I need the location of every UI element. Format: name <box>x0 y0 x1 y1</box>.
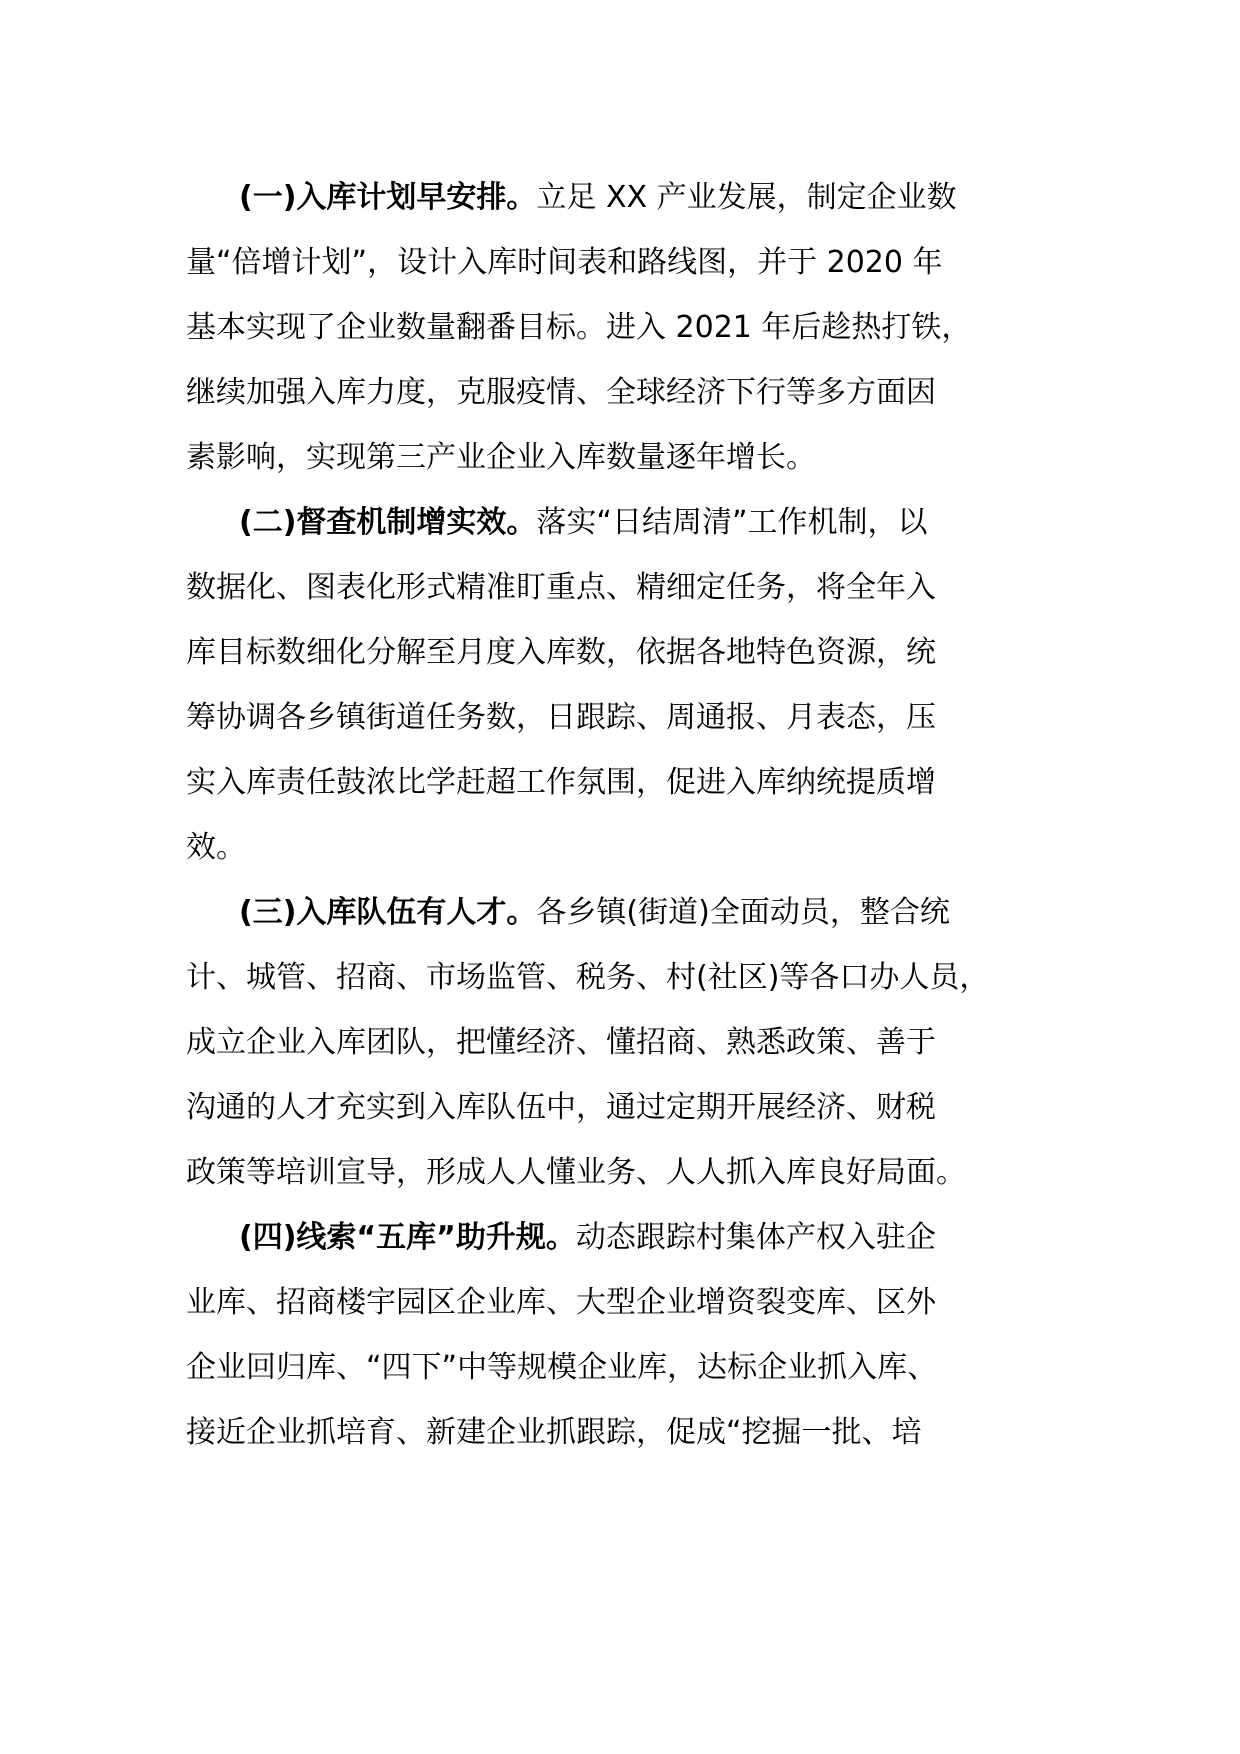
paragraph-4-text: 动态跟踪村集体产权入驻企 <box>575 1220 936 1255</box>
paragraph-3-heading: (三)入库队伍有人才。 <box>239 895 537 930</box>
paragraph-3-line-4: 沟通的人才充实到入库队伍中，通过定期开展经济、财税 <box>186 1090 936 1125</box>
paragraph-4-line-3: 企业回归库、“四下”中等规模企业库，达标企业抓入库、 <box>186 1350 938 1385</box>
paragraph-3-line-1 <box>239 891 950 935</box>
paragraph-1-line-2: 量“倍增计划”，设计入库时间表和路线图，并于 2020 年 <box>186 245 943 280</box>
paragraph-3-line-2: 计、城管、招商、市场监管、税务、村(社区)等各口办人员， <box>186 960 990 995</box>
paragraph-4-line-1 <box>239 1216 936 1260</box>
paragraph-2-line-4: 筹协调各乡镇街道任务数，日跟踪、周通报、月表态，压 <box>186 700 936 735</box>
paragraph-4-line-2: 业库、招商楼宇园区企业库、大型企业增资裂变库、区外 <box>186 1285 936 1320</box>
paragraph-1-heading: (一)入库计划早安排。 <box>239 180 537 215</box>
paragraph-4-heading: (四)线索“五库”助升规。 <box>239 1220 576 1255</box>
paragraph-3-line-3: 成立企业入库团队，把懂经济、懂招商、熟悉政策、善于 <box>186 1025 936 1060</box>
paragraph-2-line-6: 效。 <box>186 830 246 865</box>
paragraph-2-line-2: 数据化、图表化形式精准盯重点、精细定任务，将全年入 <box>186 570 936 605</box>
paragraph-1-text: 立足 XX 产业发展，制定企业数 <box>536 180 957 215</box>
paragraph-1-line-3: 基本实现了企业数量翻番目标。进入 2021 年后趁热打铁， <box>186 310 972 345</box>
paragraph-3-line-5: 政策等培训宣导，形成人人懂业务、人人抓入库良好局面。 <box>186 1155 966 1190</box>
paragraph-1-line-5: 素影响，实现第三产业企业入库数量逐年增长。 <box>186 440 816 475</box>
paragraph-2-heading: (二)督查机制增实效。 <box>239 505 537 540</box>
paragraph-3-text: 各乡镇(街道)全面动员，整合统 <box>536 895 950 930</box>
paragraph-2-line-1 <box>239 501 928 545</box>
paragraph-4-line-4: 接近企业抓培育、新建企业抓跟踪，促成“挖掘一批、培 <box>186 1415 922 1450</box>
paragraph-2-line-3: 库目标数细化分解至月度入库数，依据各地特色资源，统 <box>186 635 936 670</box>
paragraph-1-line-1 <box>239 176 957 220</box>
paragraph-2-text: 落实“日结周清”工作机制，以 <box>536 505 928 540</box>
paragraph-1-line-4: 继续加强入库力度，克服疫情、全球经济下行等多方面因 <box>186 375 936 410</box>
paragraph-2-line-5: 实入库责任鼓浓比学赶超工作氛围，促进入库纳统提质增 <box>186 765 936 800</box>
